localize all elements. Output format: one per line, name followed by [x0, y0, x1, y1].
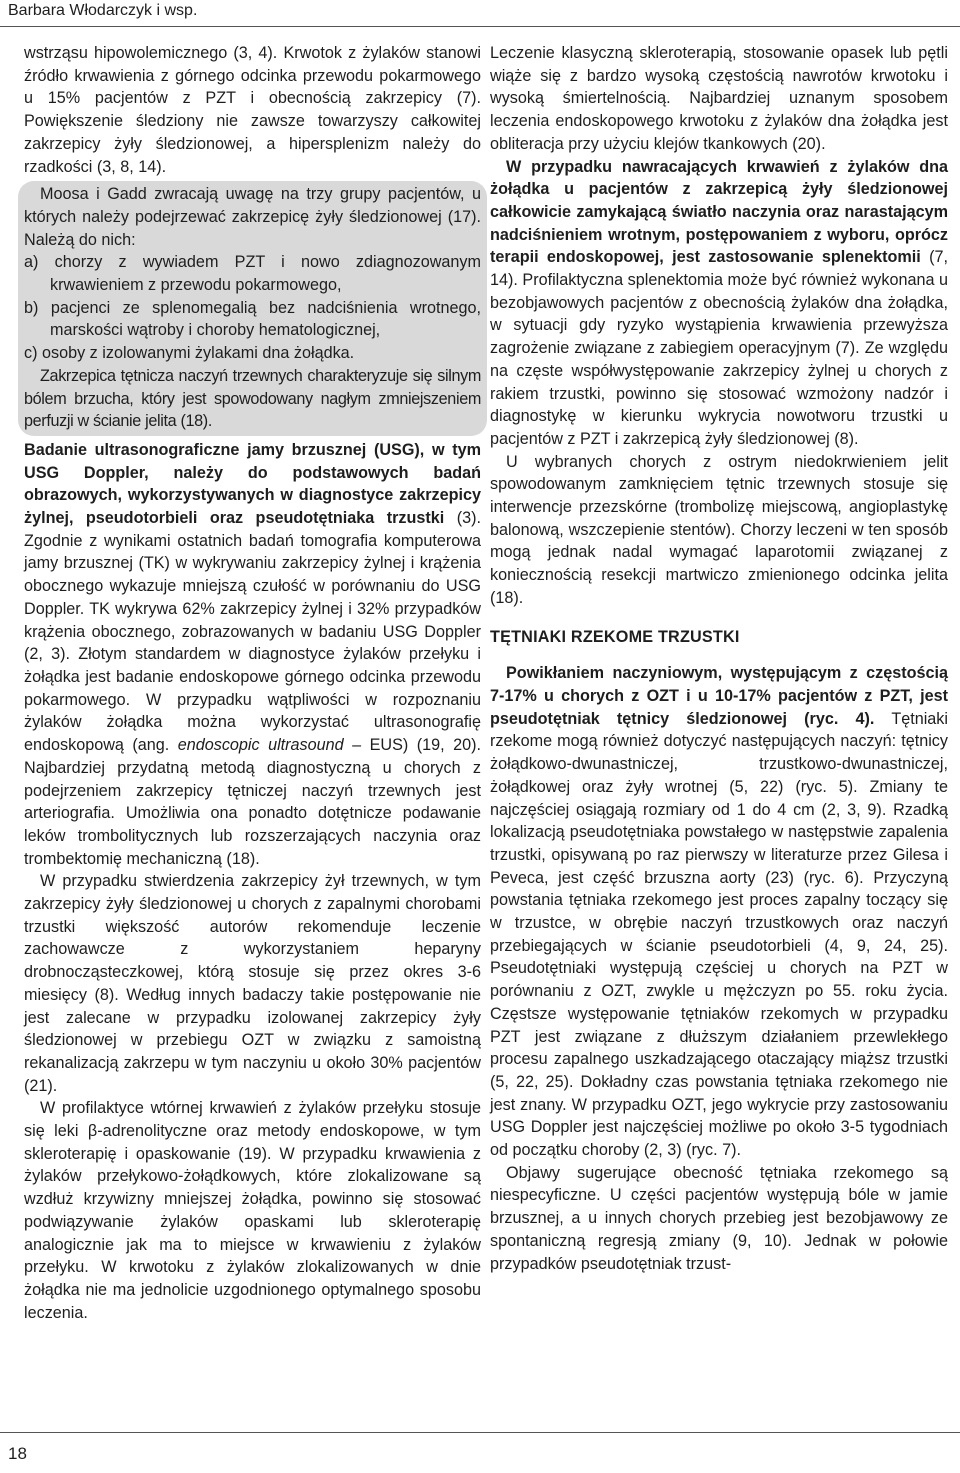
- page-number: 18: [8, 1444, 27, 1463]
- right-column: [490, 42, 948, 1275]
- paragraph: [24, 439, 481, 870]
- running-head: Barbara Włodarczyk i wsp.: [8, 2, 198, 19]
- box-lead: Moosa i Gadd zwracają uwagę na trzy grupy pacjentów, u których należy podejrzewać zakrzepicę żyły śledzionowej (17). Należą do nich:: [24, 185, 481, 249]
- paragraph: U wybranych chorych z ostrym niedokrwieniem jelit spowodowanym zamknięciem tętnic trzewnych stosuje się interwencje przezskórne (trombolizę miejscową, angioplastykę balonową, wszczepienie stentów). Chorzy leczeni w ten sposób mogą jednak nadal wymagać laparotomii związanej z koniecznością resekcji martwiczo zmienionego odcinka jelita (18).: [490, 452, 948, 607]
- paragraph: Objawy sugerujące obecność tętniaka rzekomego są niespecyficzne. U części pacjentów występują bóle w jamie brzusznej, a u innych chorych przebieg jest bezobjawowy ze spontaniczną regresją zmiany (9, 10). Jednak w połowie przypadków pseudotętniak trzust-: [490, 1163, 948, 1273]
- paragraph: wstrząsu hipowolemicznego (3, 4). Krwotok z żylaków stanowi źródło krwawienia z górnego odcinka przewodu pokarmowego u 15% pacjentów z PZT i obecnością zakrzepicy (7). Powiększenie śledziony nie zawsze towarzyszy całkowitej zakrzepicy żyły śledzionowej, a hipersplenizm należy do rzadkości (3, 8, 14).: [24, 44, 481, 176]
- bold-lead: Badanie ultrasonograficzne jamy brzusznej (USG), w tym USG Doppler, należy do podstawowych badań obrazowych, wykorzystywanych w diagnostyce zakrzepicy żylnej, pseudotorbieli oraz pseudotętniaka trzustki: [24, 440, 481, 528]
- paragraph: [490, 156, 948, 451]
- text-run: (7, 14). Profilaktyczna splenektomia może być również wykonana u bezobjawowych pacjentów z obecnością żylaków dna żołądka, w sytuacji gdy ryzyko wystąpienia krwawienia przewyższa zagrożenie związane z zabiegiem operacyjnym (7). Ze względu na częste współwystępowanie zakrzepicy żylnej u chorych z rakiem trzustki, powinno się stosować wzmożony nadzór i diagnostykę w kierunku wykrycia nowotworu trzustki u pacjentów z PZT i zakrzepicą żyły śledzionowej (8).: [490, 248, 949, 448]
- text-run: Tętniaki rzekome mogą również dotyczyć następujących naczyń: tętnicy żołądkowo-dwunastniczej, trzustkowo-dwunastniczej, żołądkowej oraz żyły wrotnej (5, 22) (ryc. 5). Zmiany te najczęściej osiągają rozmiary od 1 do 4 cm (2, 3, 9). Rzadką lokalizacją pseudotętniaka powstałego w następstwie zapalenia trzustki, opisywaną po raz pierwszy w literaturze przez Gilesa i Peveca, jest część brzuszna aorty (23) (ryc. 6). Przyczyną powstania tętniaka rzekomego jest proces zapalny toczący się w trzustce, w obrębie naczyń trzustkowych oraz naczyń przebiegających w ścianie pseudotorbieli (4, 9, 24, 25). Pseudotętniaki występują częściej u chorych na PZT w porównaniu z OZT, zwykle u mężczyzn po 55. roku życia. Częstsze występowanie tętniaków rzekomych w przypadku PZT jest związane z dłuższym działaniem przewlekłego procesu zapalnego uszkadzającego otaczający miąższ trzustki (5, 22, 25). Dokładny czas powstania tętniaka rzekomego nie jest znany. W przypadku OZT, jego wykrycie przy zastosowaniu USG Doppler jest najczęściej możliwe po około 3-5 tygodniach od początku choroby (2, 3) (ryc. 7).: [490, 709, 949, 1160]
- highlight-box: [18, 181, 487, 436]
- box-list: [24, 251, 481, 365]
- text-run: – EUS) (19, 20). Najbardziej przydatną metodą diagnostyczną u chorych z podejrzeniem zakrzepicy tętniczej naczyń trzewnych jest arteriografia. Umożliwia ona ponadto dotętnicze podawanie leków trombolitycznych lub rozszerzających naczynia oraz trombektomię mechaniczną (18).: [24, 736, 481, 868]
- left-column: [24, 42, 481, 1324]
- box-tail: Zakrzepica tętnicza naczyń trzewnych charakteryzuje się silnym bólem brzucha, który jest spowodowany nagłym zmniejszeniem perfuzji w ścianie jelita (18).: [24, 366, 481, 431]
- paragraph: [490, 662, 948, 1161]
- text-run: (3). Zgodnie z wynikami ostatnich badań tomografia komputerowa jamy brzusznej (TK) w wykrywaniu zakrzepicy żylnej i krążenia obocznego wykazuje mniejszą czułość w porównaniu do USG Doppler. TK wykrywa 62% zakrzepicy żylnej i 32% przypadków krążenia obocznego, zobrazowanych w badaniu USG Doppler (2, 3). Złotym standardem w diagnostyce żylaków przełyku i żołądka jest badanie endoskopowe górnego odcinka przewodu pokarmowego. W przypadku wątpliwości w rozpoznaniu żylaków żołądka można wykorzystać ultrasonografię endoskopową (ang.: [24, 509, 482, 755]
- section-heading: TĘTNIAKI RZEKOME TRZUSTKI: [490, 627, 740, 646]
- box-list-item: b) pacjenci ze splenomegalią bez nadciśnienia wrotnego, marskości wątroby i choroby hematologicznej,: [24, 298, 481, 340]
- box-list-item: c) osoby z izolowanymi żylakami dna żołądka.: [24, 344, 355, 363]
- italic-term: endoscopic ultrasound: [177, 736, 344, 755]
- bold-lead: W przypadku nawracających krwawień z żylaków dna żołądka u pacjentów z zakrzepicą żyły śledzionowej całkowicie zamykającą światło naczynia oraz narastającym nadciśnieniem wrotnym, postępowaniem z wyboru, oprócz terapii endoskopowej, jest zastosowanie splenektomii: [490, 157, 948, 267]
- box-list-item: a) chorzy z wywiadem PZT i nowo zdiagnozowanym krwawieniem z przewodu pokarmowego,: [24, 253, 481, 295]
- header-rule: [0, 26, 960, 27]
- bold-lead: Powikłaniem naczyniowym, występującym z częstością 7-17% u chorych z OZT i u 10-17% pacjentów z PZT, jest pseudotętniak tętnicy śledzionowej (ryc. 4).: [490, 664, 948, 728]
- paragraph: W profilaktyce wtórnej krwawień z żylaków przełyku stosuje się leki β-adrenolityczne oraz metody endoskopowe, w tym skleroterapię i opaskowanie (19). W przypadku krwawienia z żylaków przełykowo-żołądkowych, które zlokalizowane są wzdłuż krzywizny mniejszej żołądka, powinno się stosować podwiązywanie żylaków opaskami lub skleroterapię analogicznie jak ma to miejsce w krwawieniu z żylaków przełyku. W krwotoku z żylaków zlokalizowanych w dnie żołądka nie ma jednolicie uzgodnionego optymalnego sposobu leczenia.: [24, 1099, 481, 1322]
- paragraph: W przypadku stwierdzenia zakrzepicy żył trzewnych, w tym zakrzepicy żyły śledzionowej u chorych z zapalnymi chorobami trzustki większość autorów rekomenduje leczenie zachowawcze z wykorzystaniem heparyny drobnocząsteczkowej, którą stosuje się przez okres 3-6 miesięcy (8). Według innych badaczy takie postępowanie nie jest zalecane w przypadku izolowanej zakrzepicy żyły śledzionowej w przebiegu OZT w związku z samoistną rekanalizacją zakrzepu w tym naczyniu u około 30% pacjentów (21).: [24, 872, 481, 1095]
- paragraph: Leczenie klasyczną skleroterapią, stosowanie opasek lub pętli wiąże się z bardzo wysoką częstością nawrotów krwotoku i wysoką śmiertelnością. Najbardziej uznanym sposobem leczenia endoskopowego krwotoku z żylaków dna żołądka jest obliteracja przy użyciu klejów tkankowych (20).: [490, 44, 948, 153]
- footer-rule: [0, 1432, 960, 1433]
